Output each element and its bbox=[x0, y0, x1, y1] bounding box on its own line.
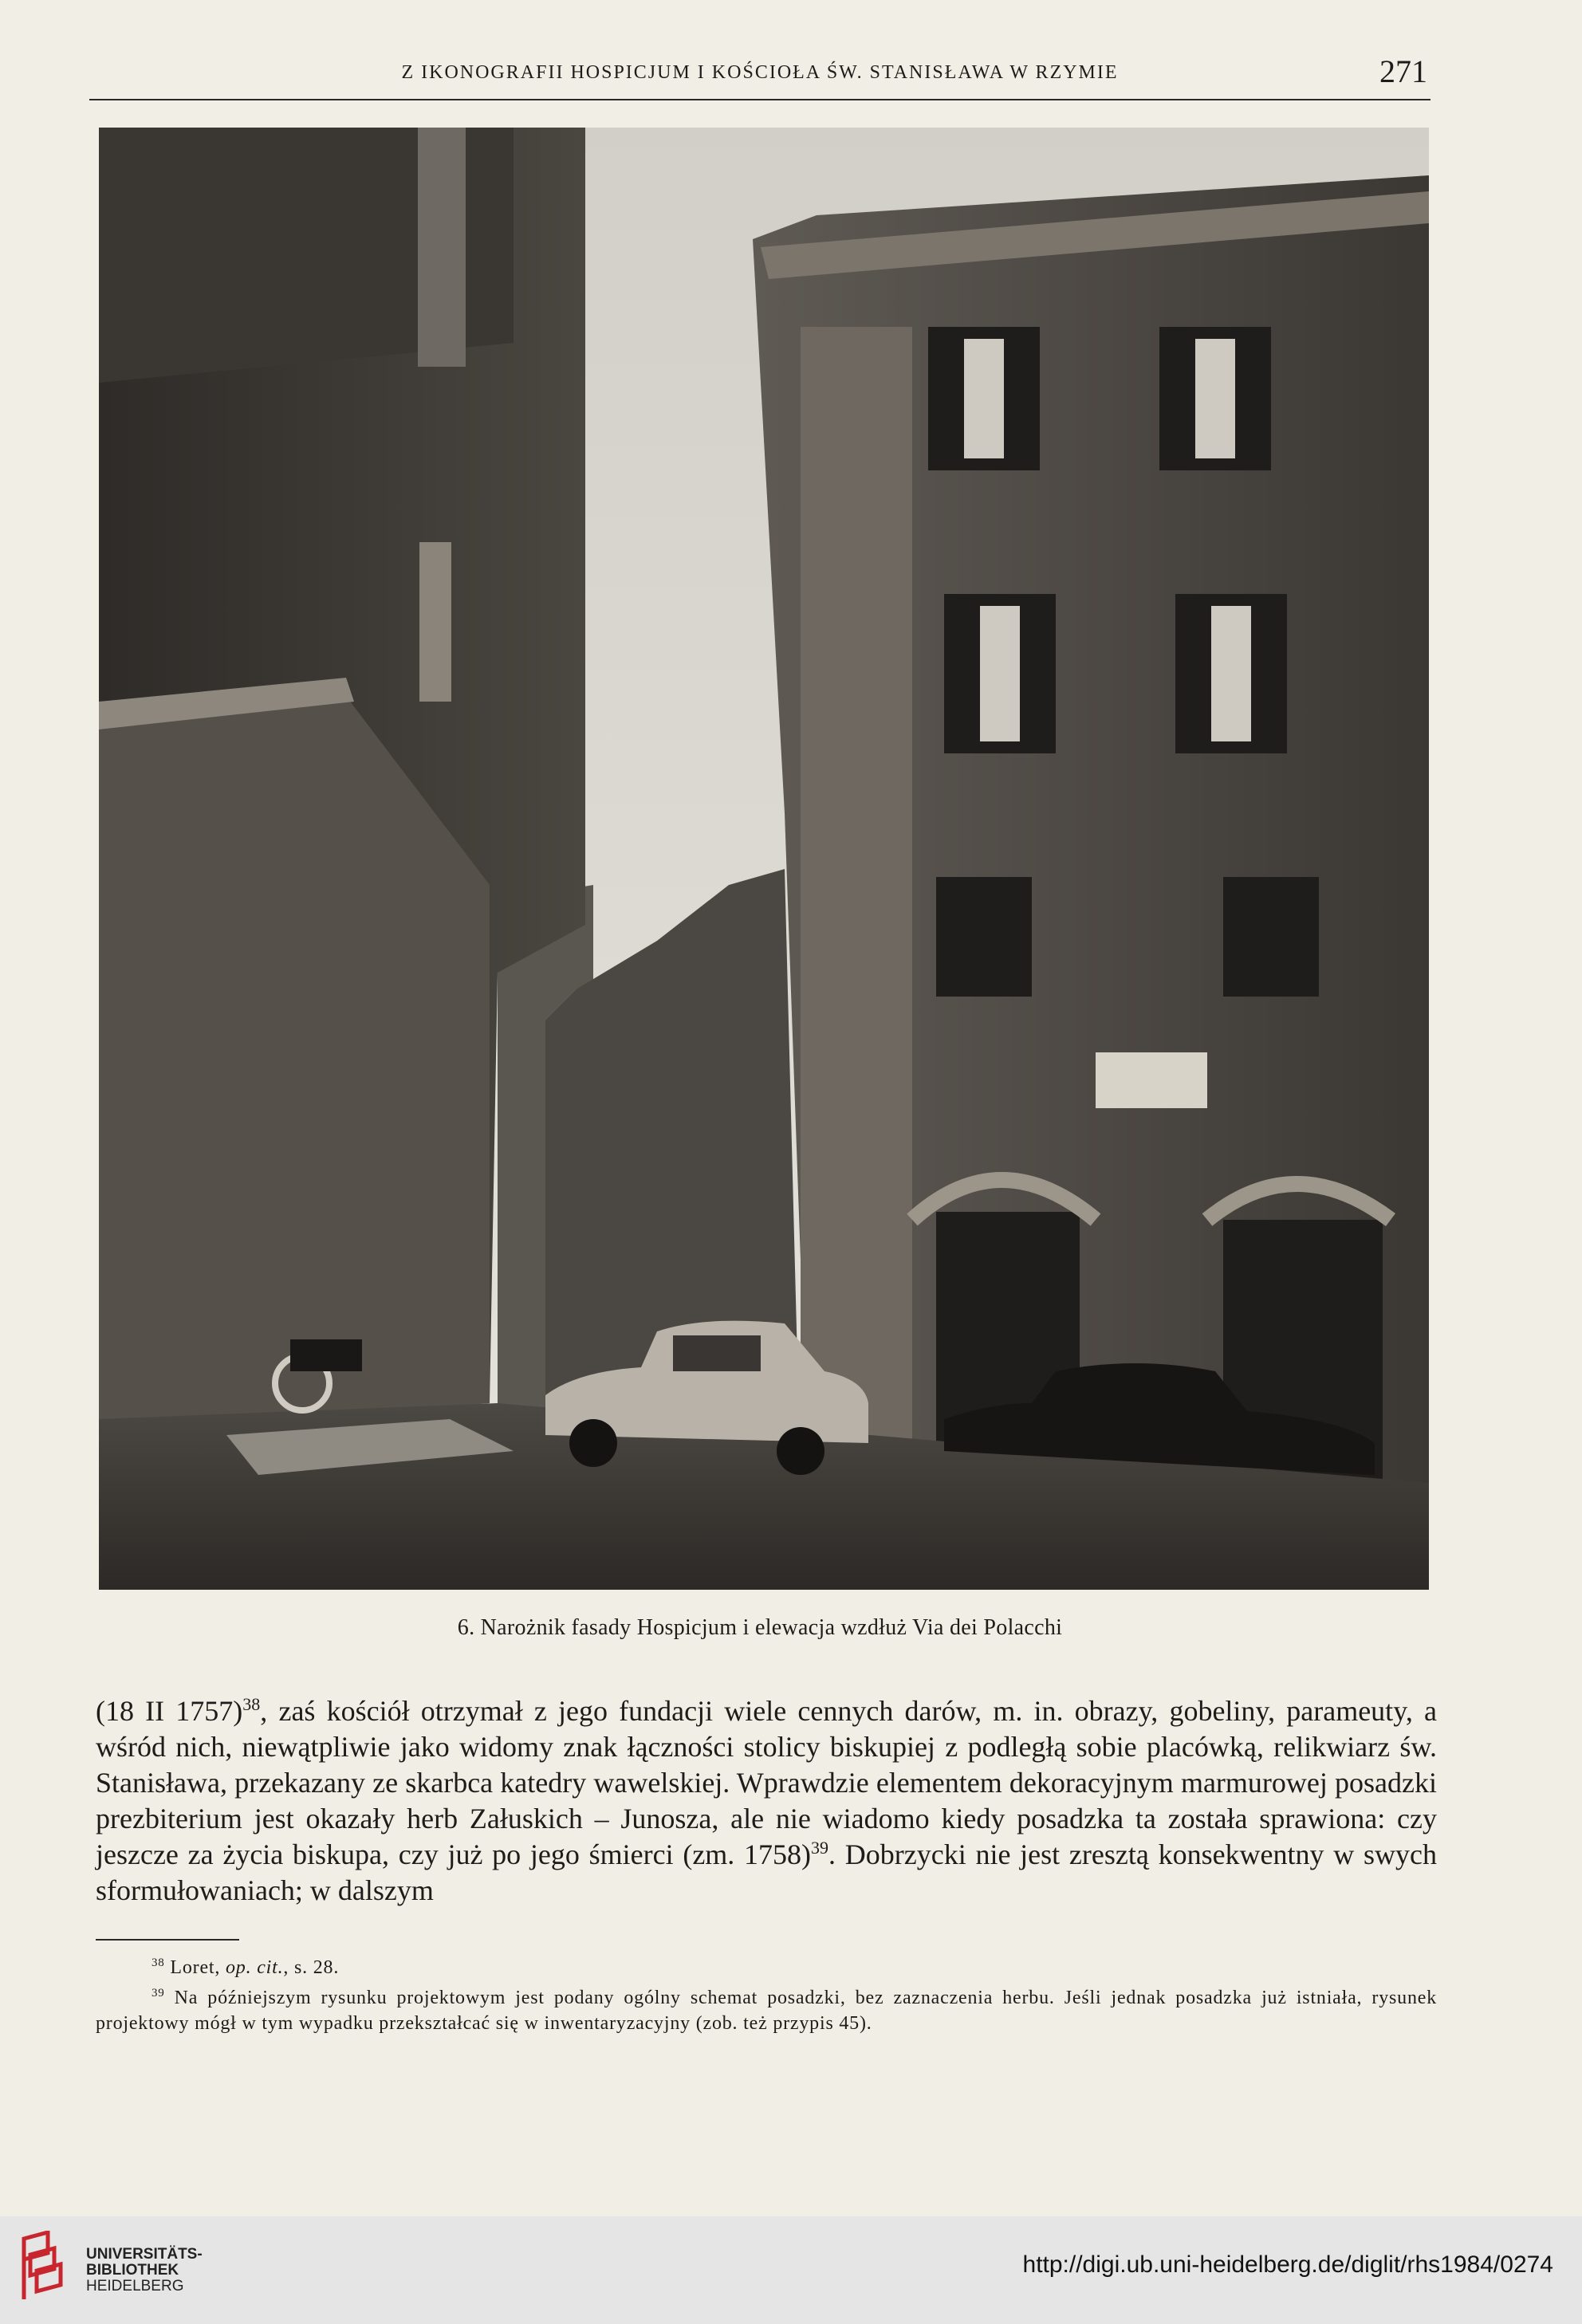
footnote-marker: 39 bbox=[152, 1987, 165, 2000]
library-footer bbox=[0, 2216, 1582, 2324]
footnotes bbox=[96, 1950, 1437, 2036]
footnote-divider bbox=[96, 1939, 239, 1941]
footnote-text: , s. 28. bbox=[283, 1957, 340, 1978]
body-paragraph bbox=[96, 1693, 1437, 1909]
library-name-line: BIBLIOTHEK bbox=[86, 2262, 179, 2279]
body-text-segment: . Dobrzycki nie jest zresztą konsekwentny w swych sformułowaniach; w dalszym bbox=[96, 1838, 1437, 1906]
library-name bbox=[86, 2247, 203, 2295]
footnote-text: Na późniejszym rysunku projektowym jest podany ogólny schemat posadzki, bez zaznaczenia herbu. Jeśli jednak posadzka już istniała, rysunek projektowy mógł w tym wypadku przekształcać się w inwentaryzacyjny (zob. też przypis 45). bbox=[96, 1988, 1437, 2034]
ub-heidelberg-logo-icon bbox=[16, 2231, 69, 2302]
library-name-line: HEIDELBERG bbox=[86, 2278, 184, 2295]
footnote-ref-39: 39 bbox=[811, 1838, 829, 1858]
footnote-text: Loret, bbox=[170, 1957, 226, 1978]
footnote-39 bbox=[96, 1980, 1437, 2036]
source-url-link[interactable]: http://digi.ub.uni-heidelberg.de/diglit/rhs1984/0274 bbox=[1022, 2251, 1553, 2278]
footnote-38 bbox=[96, 1950, 1437, 1980]
figure-caption: 6. Narożnik fasady Hospicjum i elewacja wzdłuż Via dei Polacchi bbox=[457, 1615, 1063, 1640]
body-text bbox=[96, 1693, 1437, 1909]
footnote-marker: 38 bbox=[152, 1956, 165, 1969]
street-corner-photograph bbox=[99, 128, 1429, 1590]
footnote-ref-38: 38 bbox=[242, 1694, 261, 1714]
running-title: Z IKONOGRAFII HOSPICJUM I KOŚCIOŁA ŚW. STANISŁAWA W RZYMIE bbox=[401, 62, 1119, 83]
library-name-line: UNIVERSITÄTS- bbox=[86, 2246, 203, 2263]
page-number: 271 bbox=[1379, 53, 1427, 89]
photo-drawing bbox=[99, 128, 1429, 1590]
footnote-text-italic: op. cit. bbox=[226, 1957, 284, 1978]
body-text-segment: , zaś kościół otrzymał z jego fundacji wiele cennych darów, m. in. obrazy, gobeliny, parameuty, a wśród nich, niewątpliwie jako widomy znak łączności stolicy biskupiej z podległą sobie placówką, relikwiarz św. Stanisława, przekazany ze skarbca katedry wawelskiej. Wprawdzie elementem dekoracyjnym marmurowej posadzki prezbiterium jest okazały herb Załuskich – Junosza, ale nie wiadomo kiedy posadzka ta została sprawiona: czy jeszcze za życia biskupa, czy już po jego śmierci (zm. 1758) bbox=[96, 1695, 1437, 1870]
body-text-segment: (18 II 1757) bbox=[96, 1695, 243, 1727]
running-head bbox=[89, 51, 1430, 100]
